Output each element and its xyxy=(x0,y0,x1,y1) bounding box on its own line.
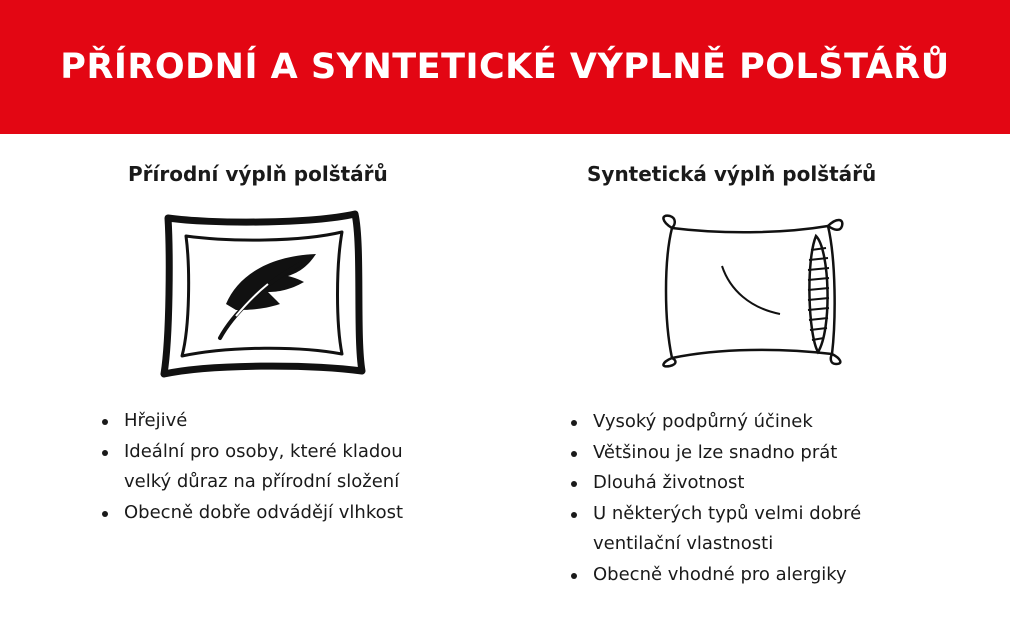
list-item: Hřejivé xyxy=(98,406,498,437)
list-item: Vysoký podpůrný účinek xyxy=(567,407,997,438)
list-item: Obecně vhodné pro alergiky xyxy=(567,560,997,591)
list-item: Ideální pro osoby, které kladou velký důraz na přírodní složení xyxy=(98,437,498,498)
natural-fill-heading: Přírodní výplň polštářů xyxy=(128,162,388,186)
list-item: Dlouhá životnost xyxy=(567,468,997,499)
natural-fill-list xyxy=(98,406,498,528)
synthetic-fill-list xyxy=(567,407,997,590)
header-banner xyxy=(0,0,1010,134)
pillow-with-fibers-icon xyxy=(650,210,850,370)
synthetic-fill-heading: Syntetická výplň polštářů xyxy=(587,162,877,186)
page-title: PŘÍRODNÍ A SYNTETICKÉ VÝPLNĚ POLŠTÁŘŮ xyxy=(60,47,950,87)
list-item: Většinou je lze snadno prát xyxy=(567,438,997,469)
list-item: Obecně dobře odvádějí vlhkost xyxy=(98,498,498,529)
pillow-with-feather-icon xyxy=(150,206,375,381)
list-item: U některých typů velmi dobré ventilační vlastnosti xyxy=(567,499,997,560)
